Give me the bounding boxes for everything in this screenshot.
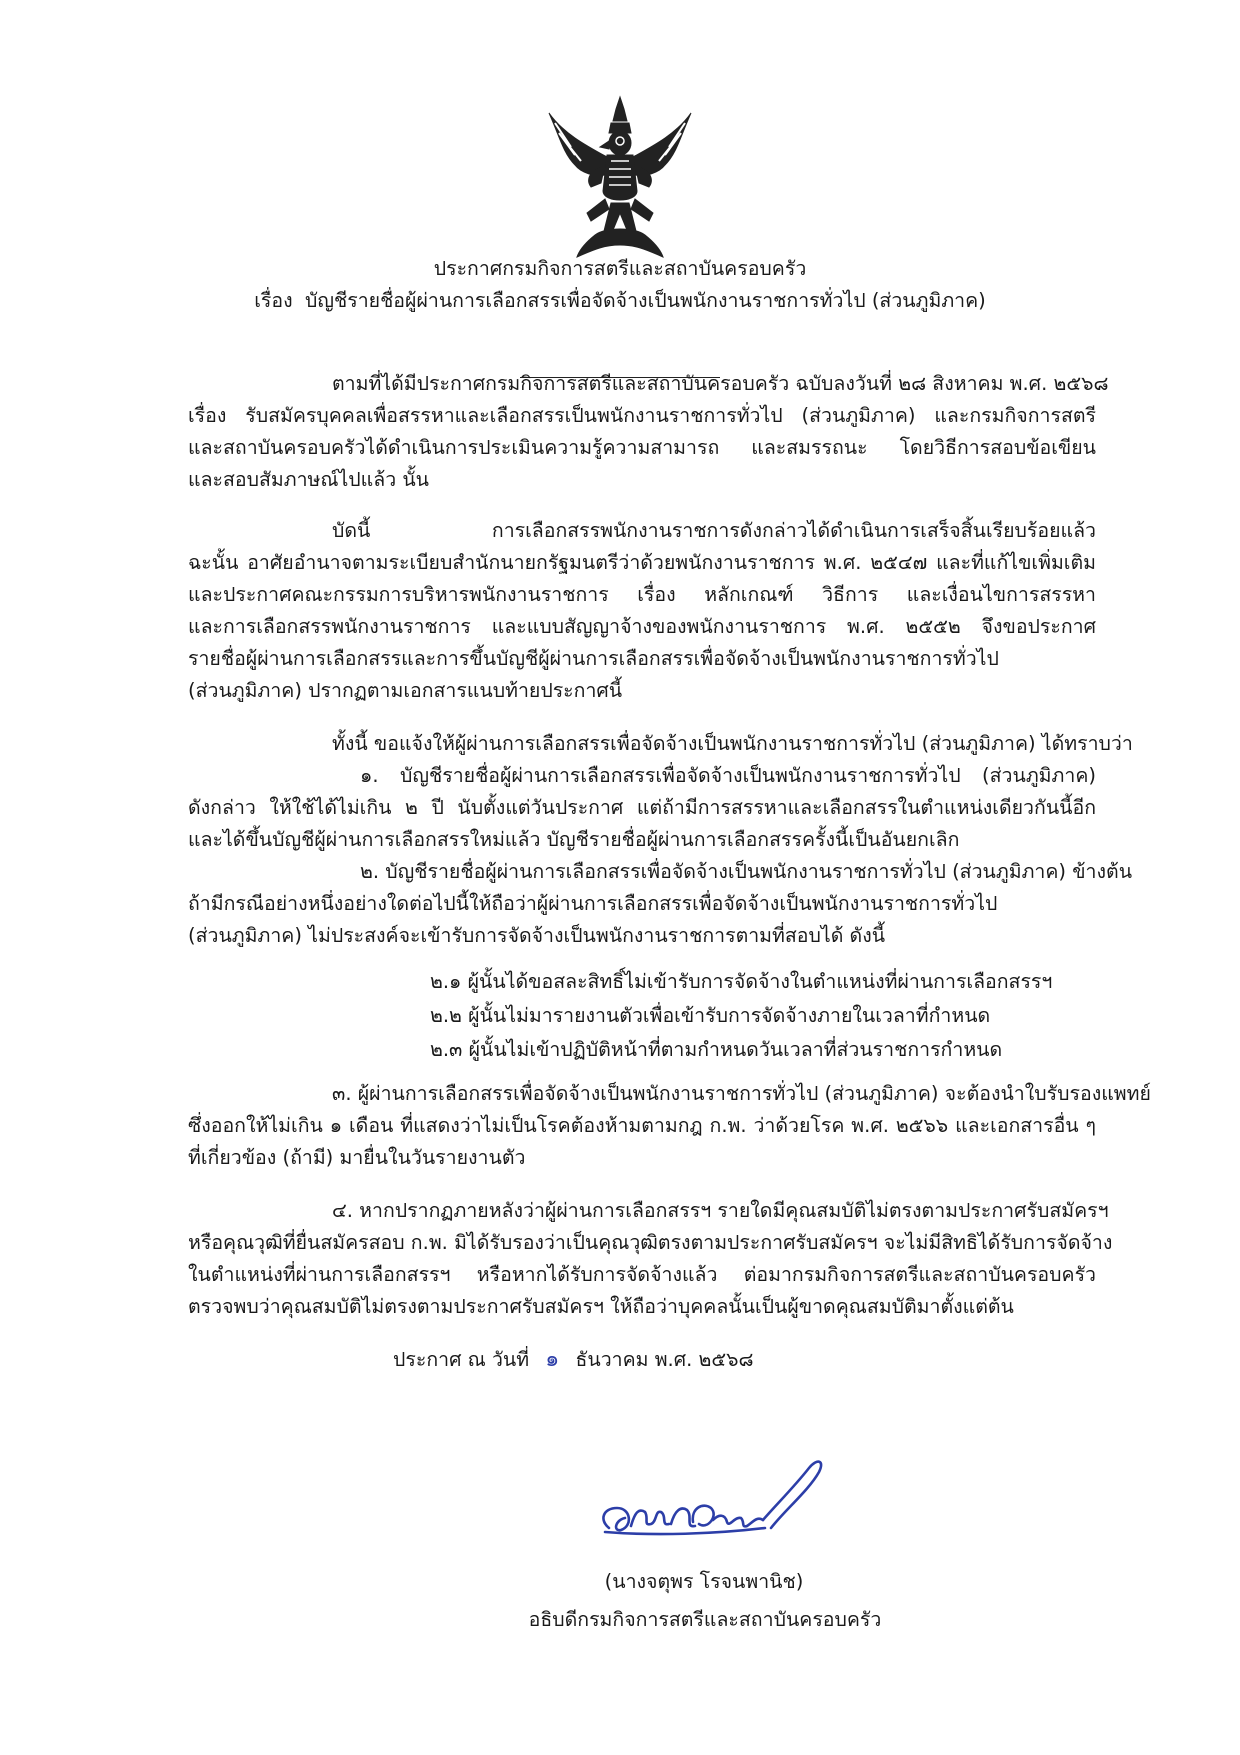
para3-intro: ทั้งนี้ ขอแจ้งให้ผู้ผ่านการเลือกสรรเพื่อจัดจ้างเป็นพนักงานราชการทั่วไป (ส่วนภูมิภาค) ได้ทราบว่า [332,732,1133,755]
date-prefix: ประกาศ ณ วันที่ [393,1348,530,1371]
signatory-name: (นางจตุพร โรจนพานิช) [604,1570,804,1593]
item2-line: ๒. บัญชีรายชื่อผู้ผ่านการเลือกสรรเพื่อจัดจ้างเป็นพนักงานราชการทั่วไป (ส่วนภูมิภาค) ข้างต้น [360,860,1133,883]
para2-line: และประกาศคณะกรรมการบริหารพนักงานราชการ เรื่อง หลักเกณฑ์ วิธีการ และเงื่อนไขการสรรหา [188,583,1096,606]
item2-subitem: ๒.๑ ผู้นั้นได้ขอสละสิทธิ์ไม่เข้ารับการจัดจ้างในตำแหน่งที่ผ่านการเลือกสรรฯ [430,970,1053,993]
para2-line: และการเลือกสรรพนักงานราชการ และแบบสัญญาจ้างของพนักงานราชการ พ.ศ. ๒๕๕๒ จึงขอประกาศ [188,615,1096,638]
para2-line: บัดนี้ การเลือกสรรพนักงานราชการดังกล่าวได้ดำเนินการเสร็จสิ้นเรียบร้อยแล้ว [332,519,1096,542]
date-day: ๑ [545,1347,560,1372]
subject-label: เรื่อง [254,289,293,312]
garuda-emblem-icon [545,95,695,260]
announcement-date [393,1346,754,1374]
item2-subitem: ๒.๒ ผู้นั้นไม่มารายงานตัวเพื่อเข้ารับการจัดจ้างภายในเวลาที่กำหนด [430,1004,991,1027]
para1-line: และสถาบันครอบครัวได้ดำเนินการประเมินความรู้ความสามารถ และสมรรถนะ โดยวิธีการสอบข้อเขียน [188,436,1096,459]
subject-text: บัญชีรายชื่อผู้ผ่านการเลือกสรรเพื่อจัดจ้างเป็นพนักงานราชการทั่วไป (ส่วนภูมิภาค) [305,289,986,312]
item3-line: ที่เกี่ยวข้อง (ถ้ามี) มายื่นในวันรายงานตัว [188,1146,526,1169]
para2-line: รายชื่อผู้ผ่านการเลือกสรรและการขึ้นบัญชีผู้ผ่านการเลือกสรรเพื่อจัดจ้างเป็นพนักงานราชการทั่วไป [188,647,999,670]
signature-image [595,1450,830,1560]
item2-line: ถ้ามีกรณีอย่างหนึ่งอย่างใดต่อไปนี้ให้ถือว่าผู้ผ่านการเลือกสรรเพื่อจัดจ้างเป็นพนักงานราชการทั่วไป [188,892,998,915]
para1-line: ตามที่ได้มีประกาศกรมกิจการสตรีและสถาบันครอบครัว ฉบับลงวันที่ ๒๘ สิงหาคม พ.ศ. ๒๕๖๘ [332,372,1109,395]
para1-line: และสอบสัมภาษณ์ไปแล้ว นั้น [188,468,429,491]
para1-line: เรื่อง รับสมัครบุคคลเพื่อสรรหาและเลือกสรรเป็นพนักงานราชการทั่วไป (ส่วนภูมิภาค) และกรมกิจการสตรี [188,404,1096,427]
para2-line: ฉะนั้น อาศัยอำนาจตามระเบียบสำนักนายกรัฐมนตรีว่าด้วยพนักงานราชการ พ.ศ. ๒๕๔๗ และที่แก้ไขเพิ่มเติม [188,551,1096,574]
item1-line: ๑. บัญชีรายชื่อผู้ผ่านการเลือกสรรเพื่อจัดจ้างเป็นพนักงานราชการทั่วไป (ส่วนภูมิภาค) [360,764,1096,787]
item2-line: (ส่วนภูมิภาค) ไม่ประสงค์จะเข้ารับการจัดจ้างเป็นพนักงานราชการตามที่สอบได้ ดังนี้ [188,924,886,947]
signatory-position: อธิบดีกรมกิจการสตรีและสถาบันครอบครัว [528,1608,882,1631]
item4-line: ๔. หากปรากฏภายหลังว่าผู้ผ่านการเลือกสรรฯ รายใดมีคุณสมบัติไม่ตรงตามประกาศรับสมัครฯ [332,1199,1109,1222]
item1-line: ดังกล่าว ให้ใช้ได้ไม่เกิน ๒ ปี นับตั้งแต่วันประกาศ แต่ถ้ามีการสรรหาและเลือกสรรในตำแหน่งเดียวกันนี้อีก [188,796,1096,819]
date-month-year: ธันวาคม พ.ศ. ๒๕๖๘ [575,1348,754,1371]
announcement-subject [0,287,1240,315]
para2-line: (ส่วนภูมิภาค) ปรากฏตามเอกสารแนบท้ายประกาศนี้ [188,679,623,702]
item1-line: และได้ขึ้นบัญชีผู้ผ่านการเลือกสรรใหม่แล้ว บัญชีรายชื่อผู้ผ่านการเลือกสรรครั้งนี้เป็นอันยกเลิก [188,828,960,851]
item3-line: ๓. ผู้ผ่านการเลือกสรรเพื่อจัดจ้างเป็นพนักงานราชการทั่วไป (ส่วนภูมิภาค) จะต้องนำใบรับรองแพทย์ [332,1082,1151,1105]
item4-line: หรือคุณวุฒิที่ยื่นสมัครสอบ ก.พ. มิได้รับรองว่าเป็นคุณวุฒิตรงตามประกาศรับสมัครฯ จะไม่มีสิทธิได้รับการจัดจ้าง [188,1231,1113,1254]
item3-line: ซึ่งออกให้ไม่เกิน ๑ เดือน ที่แสดงว่าไม่เป็นโรคต้องห้ามตามกฎ ก.พ. ว่าด้วยโรค พ.ศ. ๒๕๖๖ และเอกสารอื่น ๆ [188,1114,1096,1137]
announcement-title: ประกาศกรมกิจการสตรีและสถาบันครอบครัว [433,257,807,280]
item4-line: ตรวจพบว่าคุณสมบัติไม่ตรงตามประกาศรับสมัครฯ ให้ถือว่าบุคคลนั้นเป็นผู้ขาดคุณสมบัติมาตั้งแต่ต้น [188,1295,1014,1318]
item2-subitem: ๒.๓ ผู้นั้นไม่เข้าปฏิบัติหน้าที่ตามกำหนดวันเวลาที่ส่วนราชการกำหนด [430,1038,1003,1061]
item4-line: ในตำแหน่งที่ผ่านการเลือกสรรฯ หรือหากได้รับการจัดจ้างแล้ว ต่อมากรมกิจการสตรีและสถาบันครอบครัว [188,1263,1096,1286]
